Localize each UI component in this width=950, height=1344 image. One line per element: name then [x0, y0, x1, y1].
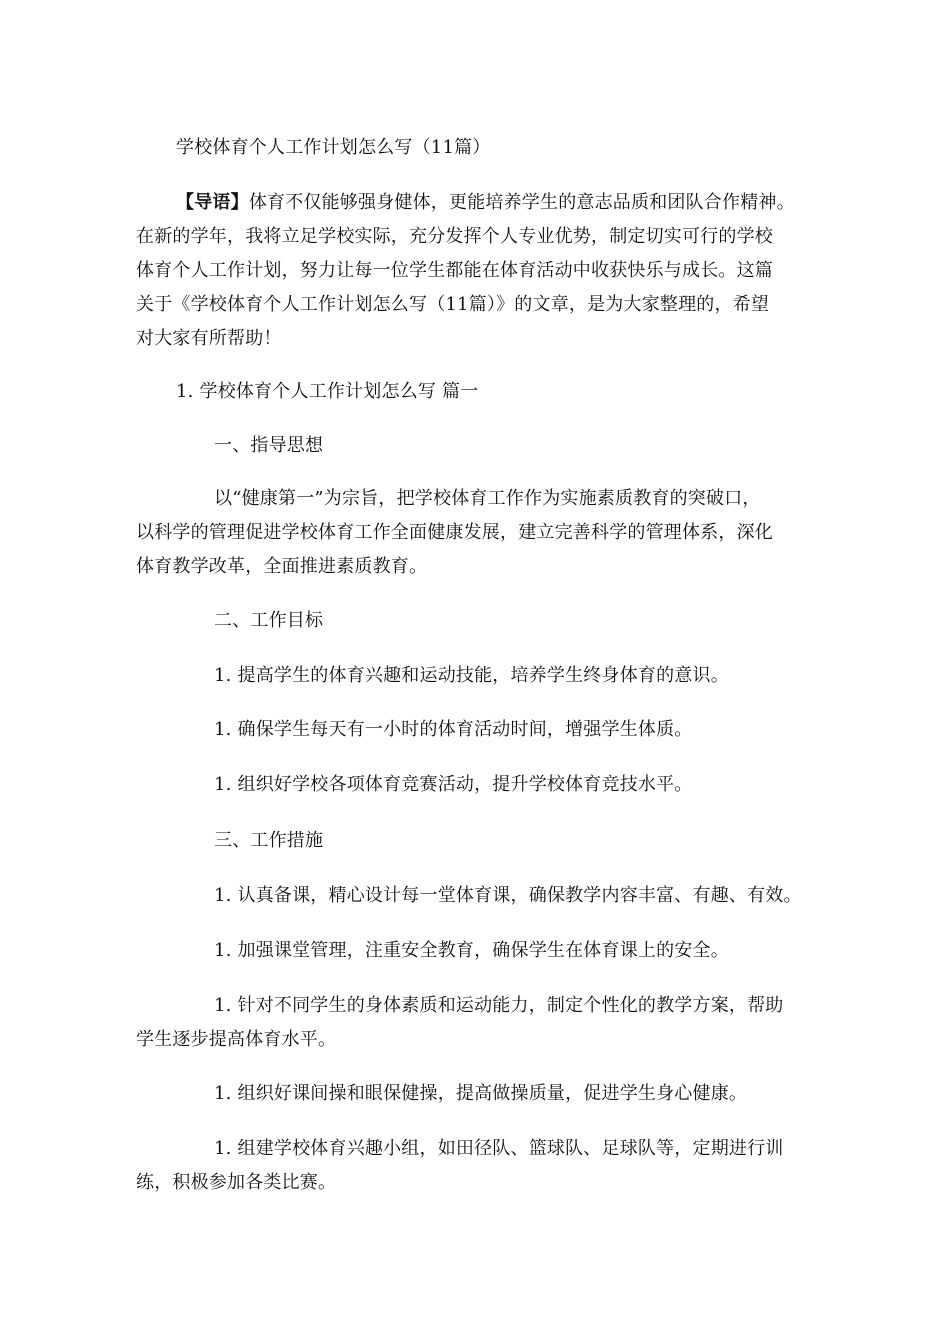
part3-item-4: 1. 组织好课间操和眼保健操，提高做操质量，促进学生身心健康。 [214, 1083, 748, 1104]
part1-line-3: 体育教学改革，全面推进素质教育。 [136, 556, 428, 577]
part2-item-2: 1. 确保学生每天有一小时的体育活动时间，增强学生体质。 [214, 719, 693, 740]
intro-line-3: 体育个人工作计划，努力让每一位学生都能在体育活动中收获快乐与成长。这篇 [136, 260, 773, 281]
part3-item-3-line-2: 学生逐步提高体育水平。 [136, 1029, 337, 1050]
part1-heading: 一、指导思想 [214, 435, 324, 456]
part3-item-5-line-2: 练，积极参加各类比赛。 [136, 1172, 337, 1193]
part2-item-1: 1. 提高学生的体育兴趣和运动技能，培养学生终身体育的意识。 [214, 665, 729, 686]
part1-line-1: 以“健康第一”为宗旨，把学校体育工作作为实施素质教育的突破口， [214, 488, 761, 509]
intro-line-4: 关于《学校体育个人工作计划怎么写（11篇）》的文章，是为大家整理的，希望 [136, 294, 770, 315]
section-heading: 1. 学校体育个人工作计划怎么写 篇一 [176, 381, 479, 402]
part1-line-2: 以科学的管理促进学校体育工作全面健康发展，建立完善科学的管理体系，深化 [136, 522, 773, 543]
intro-line-5: 对大家有所帮助！ [136, 328, 282, 349]
part3-heading: 三、工作措施 [214, 830, 324, 851]
intro-line-1 [176, 191, 795, 215]
part3-item-2: 1. 加强课堂管理，注重安全教育，确保学生在体育课上的安全。 [214, 940, 729, 961]
part3-item-5-line-1: 1. 组建学校体育兴趣小组，如田径队、篮球队、足球队等，定期进行训 [214, 1138, 784, 1159]
document-title: 学校体育个人工作计划怎么写（11篇） [176, 137, 491, 158]
intro-line-2: 在新的学年，我将立足学校实际，充分发挥个人专业优势，制定切实可行的学校 [136, 226, 773, 247]
intro-label: 【导语】 [176, 192, 249, 213]
part3-item-1: 1. 认真备课，精心设计每一堂体育课，确保教学内容丰富、有趣、有效。 [214, 885, 802, 906]
part2-heading: 二、工作目标 [214, 610, 324, 631]
part3-item-3-line-1: 1. 针对不同学生的身体素质和运动能力，制定个性化的教学方案，帮助 [214, 995, 784, 1016]
part2-item-3: 1. 组织好学校各项体育竞赛活动，提升学校体育竞技水平。 [214, 774, 693, 795]
intro-text: 体育不仅能够强身健体，更能培养学生的意志品质和团队合作精神。 [248, 192, 795, 213]
